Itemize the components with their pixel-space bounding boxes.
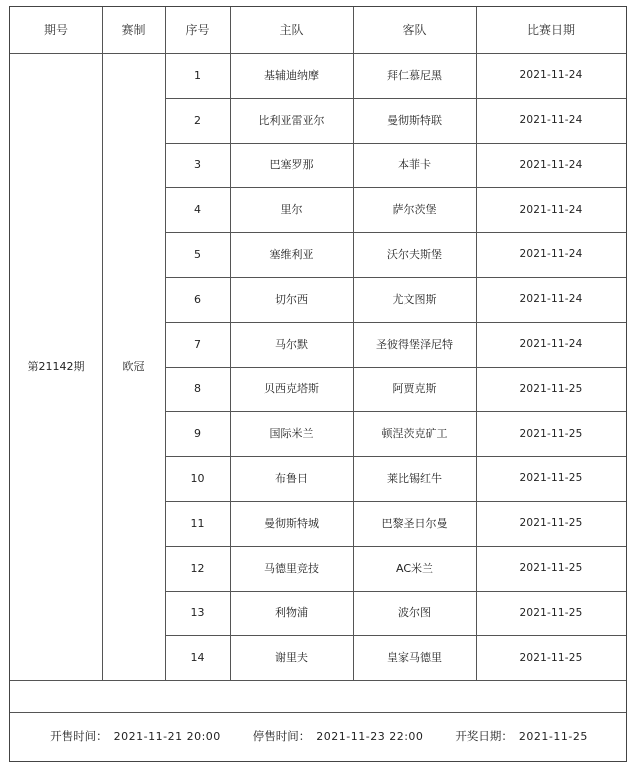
match-number: 6 <box>194 292 201 306</box>
header-home-team: 主队 <box>279 23 304 37</box>
away-team: 萨尔茨堡 <box>392 203 437 217</box>
grid-line <box>165 98 626 99</box>
match-number: 13 <box>190 606 205 620</box>
home-team: 曼彻斯特城 <box>264 516 319 530</box>
match-number: 2 <box>194 113 201 127</box>
home-team: 里尔 <box>280 203 303 217</box>
grid-line <box>165 187 626 188</box>
grid-line <box>353 7 354 680</box>
home-team: 切尔西 <box>275 292 308 306</box>
match-date: 2021-11-24 <box>519 337 583 350</box>
sale-stop-label: 停售时间： <box>252 729 311 743</box>
match-number: 1 <box>194 68 201 82</box>
home-team: 基辅迪纳摩 <box>264 68 319 82</box>
header-match-date: 比赛日期 <box>526 23 575 37</box>
grid-line <box>165 367 626 368</box>
grid-line <box>165 277 626 278</box>
match-date: 2021-11-25 <box>519 382 583 395</box>
home-team: 马德里竞技 <box>264 561 319 575</box>
match-number: 5 <box>194 248 201 262</box>
away-team: 阿贾克斯 <box>392 382 437 396</box>
match-date: 2021-11-25 <box>519 517 583 530</box>
grid-line <box>102 7 103 680</box>
match-number: 12 <box>190 561 205 575</box>
away-team: AC米兰 <box>395 561 433 575</box>
header-number: 序号 <box>185 23 210 37</box>
header-competition: 赛制 <box>121 23 146 37</box>
match-date: 2021-11-25 <box>519 606 583 619</box>
match-number: 3 <box>194 158 201 172</box>
away-team: 尤文图斯 <box>392 292 437 306</box>
home-team: 布鲁日 <box>275 472 308 486</box>
header-period: 期号 <box>43 23 68 37</box>
match-date: 2021-11-24 <box>519 158 583 171</box>
period-cell: 第21142期 <box>27 360 85 373</box>
grid-line <box>165 546 626 547</box>
grid-line <box>230 7 231 680</box>
home-team: 利物浦 <box>275 606 308 620</box>
sale-start-value: 2021-11-21 20:00 <box>113 730 221 743</box>
home-team: 比利亚雷亚尔 <box>258 113 325 127</box>
home-team: 马尔默 <box>275 337 308 351</box>
grid-line <box>165 143 626 144</box>
away-team: 本菲卡 <box>398 158 431 172</box>
grid-line <box>165 7 166 680</box>
away-team: 莱比锡红牛 <box>387 472 442 486</box>
home-team: 塞维利亚 <box>269 248 314 262</box>
match-number: 11 <box>190 516 205 530</box>
match-date: 2021-11-25 <box>519 651 583 664</box>
grid-line <box>165 591 626 592</box>
match-number: 4 <box>194 203 201 217</box>
match-number: 9 <box>194 427 201 441</box>
draw-date-value: 2021-11-25 <box>518 730 588 743</box>
match-number: 8 <box>194 382 201 396</box>
grid-line <box>476 7 477 680</box>
sale-start-group <box>50 728 221 744</box>
match-date: 2021-11-24 <box>519 113 583 126</box>
sale-stop-group <box>253 728 424 744</box>
away-team: 顿涅茨克矿工 <box>381 427 448 441</box>
schedule-table <box>9 6 627 762</box>
sale-info-footer <box>10 712 628 760</box>
away-team: 波尔图 <box>398 606 431 620</box>
match-number: 14 <box>190 651 205 665</box>
grid-line <box>165 456 626 457</box>
grid-line <box>165 322 626 323</box>
away-team: 曼彻斯特联 <box>387 113 442 127</box>
away-team: 圣彼得堡泽尼特 <box>376 337 453 351</box>
match-date: 2021-11-25 <box>519 472 583 485</box>
away-team: 沃尔夫斯堡 <box>387 248 442 262</box>
home-team: 贝西克塔斯 <box>264 382 319 396</box>
grid-line <box>165 232 626 233</box>
draw-date-label: 开奖日期： <box>455 729 513 743</box>
match-date: 2021-11-24 <box>519 248 583 261</box>
match-number: 7 <box>194 337 201 351</box>
grid-line <box>165 501 626 502</box>
competition-cell: 欧冠 <box>122 360 145 373</box>
sale-start-label: 开售时间： <box>50 729 108 743</box>
match-date: 2021-11-24 <box>519 203 583 216</box>
match-number: 10 <box>190 472 205 486</box>
sale-stop-value: 2021-11-23 22:00 <box>316 730 424 743</box>
match-date: 2021-11-25 <box>519 561 583 574</box>
away-team: 皇家马德里 <box>387 651 442 665</box>
away-team: 巴黎圣日尔曼 <box>381 516 448 530</box>
draw-date-group <box>455 728 587 744</box>
home-team: 国际米兰 <box>269 427 314 441</box>
match-date: 2021-11-25 <box>519 427 583 440</box>
header-away-team: 客队 <box>402 23 427 37</box>
grid-line <box>10 712 626 713</box>
grid-line <box>165 635 626 636</box>
grid-line <box>10 680 626 681</box>
grid-line <box>165 411 626 412</box>
match-date: 2021-11-24 <box>519 69 583 82</box>
home-team: 谢里夫 <box>275 651 308 665</box>
home-team: 巴塞罗那 <box>269 158 314 172</box>
match-date: 2021-11-24 <box>519 293 583 306</box>
away-team: 拜仁慕尼黑 <box>387 68 442 82</box>
